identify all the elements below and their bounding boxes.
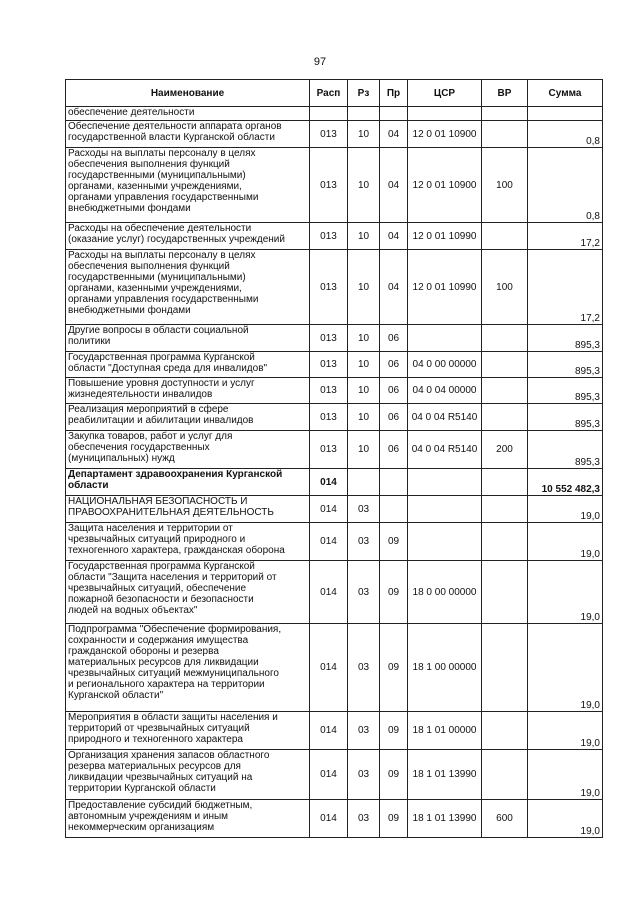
cell-rz: 10 xyxy=(348,352,380,378)
cell-vr: 100 xyxy=(482,250,528,325)
cell-rz: 10 xyxy=(348,223,380,250)
cell-rz xyxy=(348,469,380,496)
cell-rz: 03 xyxy=(348,496,380,523)
table-row xyxy=(66,325,603,352)
cell-name-line: области "Защита населения и территорий от xyxy=(68,572,277,583)
cell-rasp: 014 xyxy=(310,523,348,561)
cell-sum: 895,3 xyxy=(528,378,603,404)
cell-csr: 18 1 01 13990 xyxy=(408,800,482,838)
cell-sum: 895,3 xyxy=(528,325,603,352)
cell-name-line: Организация хранения запасов областного xyxy=(68,750,270,761)
cell-rasp: 013 xyxy=(310,352,348,378)
cell-rasp: 013 xyxy=(310,325,348,352)
cell-name-line: ликвидации чрезвычайных ситуаций на xyxy=(68,772,253,783)
cell-name-line: Расходы на выплаты персоналу в целях xyxy=(68,148,256,159)
cell-pr xyxy=(380,107,408,121)
table-row xyxy=(66,469,603,496)
cell-vr: 600 xyxy=(482,800,528,838)
table-row xyxy=(66,121,603,148)
cell-rz: 03 xyxy=(348,561,380,624)
cell-name-line: людей на водных объектах" xyxy=(68,605,198,616)
cell-rasp: 014 xyxy=(310,712,348,750)
table-row xyxy=(66,750,603,800)
col-header-rz: Рз xyxy=(348,80,380,107)
cell-rz: 10 xyxy=(348,404,380,431)
cell-name xyxy=(66,800,310,838)
cell-rz: 03 xyxy=(348,750,380,800)
cell-name-line: Расходы на обеспечение деятельности xyxy=(68,223,252,234)
cell-pr: 06 xyxy=(380,404,408,431)
cell-rasp xyxy=(310,107,348,121)
cell-name-line: политики xyxy=(68,336,111,347)
cell-name-line: резерва материальных ресурсов для xyxy=(68,761,241,772)
cell-name xyxy=(66,431,310,469)
cell-name-line: Мероприятия в области защиты населения и xyxy=(68,712,278,723)
cell-vr xyxy=(482,523,528,561)
cell-name xyxy=(66,712,310,750)
cell-name-line: чрезвычайных ситуаций, обеспечение xyxy=(68,583,247,594)
cell-name-line: Государственная программа Курганской xyxy=(68,561,255,572)
table-row xyxy=(66,148,603,223)
cell-pr: 04 xyxy=(380,148,408,223)
cell-name-line: обеспечения выполнения функций xyxy=(68,261,230,272)
cell-vr xyxy=(482,469,528,496)
cell-vr xyxy=(482,750,528,800)
cell-name-line: Предоставление субсидий бюджетным, xyxy=(68,800,253,811)
cell-name-line: НАЦИОНАЛЬНАЯ БЕЗОПАСНОСТЬ И xyxy=(68,496,248,507)
cell-name xyxy=(66,148,310,223)
cell-name-line: материальных ресурсов для ликвидации xyxy=(68,657,259,668)
cell-sum: 895,3 xyxy=(528,431,603,469)
cell-vr xyxy=(482,624,528,712)
cell-vr xyxy=(482,378,528,404)
cell-pr: 04 xyxy=(380,250,408,325)
cell-csr: 04 0 04 R5140 xyxy=(408,404,482,431)
cell-sum: 19,0 xyxy=(528,750,603,800)
cell-rasp: 014 xyxy=(310,469,348,496)
cell-name-line: техногенного характера, гражданская оборона xyxy=(68,545,285,556)
cell-name-line: чрезвычайных ситуаций природного и xyxy=(68,534,246,545)
cell-rz xyxy=(348,107,380,121)
cell-csr: 18 1 00 00000 xyxy=(408,624,482,712)
cell-rz: 03 xyxy=(348,712,380,750)
table-row xyxy=(66,250,603,325)
cell-sum: 19,0 xyxy=(528,712,603,750)
cell-name-line: территории Курганской области xyxy=(68,783,216,794)
cell-sum: 0,8 xyxy=(528,148,603,223)
cell-csr: 18 0 00 00000 xyxy=(408,561,482,624)
cell-csr xyxy=(408,523,482,561)
page-number: 97 xyxy=(313,56,327,68)
cell-name-line: реабилитации и абилитации инвалидов xyxy=(68,415,254,426)
cell-name-line: гражданской обороны и резерва xyxy=(68,646,219,657)
cell-rz: 10 xyxy=(348,378,380,404)
cell-name-line: обеспечение деятельности xyxy=(68,107,195,118)
cell-name-line: государственными (муниципальными) xyxy=(68,170,246,181)
cell-name-line: области "Доступная среда для инвалидов" xyxy=(68,363,268,374)
cell-csr: 12 0 01 10900 xyxy=(408,121,482,148)
table-row xyxy=(66,561,603,624)
cell-rz: 10 xyxy=(348,325,380,352)
cell-name-line: пожарной безопасности и безопасности xyxy=(68,594,254,605)
cell-name-line: Другие вопросы в области социальной xyxy=(68,325,249,336)
cell-rz: 03 xyxy=(348,800,380,838)
cell-pr: 06 xyxy=(380,325,408,352)
cell-name-line: сохранности и содержания имущества xyxy=(68,635,249,646)
table-row xyxy=(66,107,603,121)
cell-csr: 18 1 01 00000 xyxy=(408,712,482,750)
cell-rasp: 014 xyxy=(310,561,348,624)
cell-sum: 895,3 xyxy=(528,404,603,431)
table-row xyxy=(66,352,603,378)
cell-pr: 09 xyxy=(380,712,408,750)
cell-name-line: внебюджетными фондами xyxy=(68,203,191,214)
cell-name xyxy=(66,378,310,404)
cell-pr: 06 xyxy=(380,352,408,378)
cell-pr: 04 xyxy=(380,121,408,148)
cell-name xyxy=(66,469,310,496)
cell-name-line: области xyxy=(68,480,109,491)
cell-rz: 10 xyxy=(348,121,380,148)
cell-vr xyxy=(482,121,528,148)
col-header-sum: Сумма xyxy=(528,80,603,107)
cell-name xyxy=(66,750,310,800)
cell-name-line: государственной власти Курганской области xyxy=(68,132,275,143)
cell-sum: 0,8 xyxy=(528,121,603,148)
cell-pr: 06 xyxy=(380,378,408,404)
cell-vr xyxy=(482,496,528,523)
cell-sum: 19,0 xyxy=(528,800,603,838)
cell-name xyxy=(66,352,310,378)
cell-rasp: 014 xyxy=(310,800,348,838)
cell-csr xyxy=(408,325,482,352)
cell-name xyxy=(66,107,310,121)
cell-vr xyxy=(482,404,528,431)
cell-name xyxy=(66,404,310,431)
cell-rz: 03 xyxy=(348,523,380,561)
cell-rasp: 013 xyxy=(310,250,348,325)
cell-name xyxy=(66,624,310,712)
cell-vr: 100 xyxy=(482,148,528,223)
cell-name-line: органами управления государственными xyxy=(68,294,259,305)
cell-name xyxy=(66,561,310,624)
cell-rasp: 013 xyxy=(310,148,348,223)
cell-rz: 10 xyxy=(348,431,380,469)
col-header-pr: Пр xyxy=(380,80,408,107)
cell-rasp: 014 xyxy=(310,750,348,800)
cell-name-line: (оказание услуг) государственных учреждений xyxy=(68,234,285,245)
cell-name-line: органами, казенными учреждениями, xyxy=(68,181,242,192)
cell-sum: 17,2 xyxy=(528,250,603,325)
cell-vr: 200 xyxy=(482,431,528,469)
cell-vr xyxy=(482,223,528,250)
cell-name-line: органами управления государственными xyxy=(68,192,259,203)
cell-vr xyxy=(482,107,528,121)
cell-sum: 17,2 xyxy=(528,223,603,250)
cell-name-line: органами, казенными учреждениями, xyxy=(68,283,242,294)
cell-name-line: Обеспечение деятельности аппарата органов xyxy=(68,121,282,132)
cell-sum: 19,0 xyxy=(528,624,603,712)
cell-pr xyxy=(380,496,408,523)
cell-pr xyxy=(380,469,408,496)
cell-pr: 09 xyxy=(380,624,408,712)
cell-name-line: обеспечения выполнения функций xyxy=(68,159,230,170)
cell-rz: 10 xyxy=(348,250,380,325)
cell-name-line: Государственная программа Курганской xyxy=(68,352,255,363)
cell-name xyxy=(66,523,310,561)
cell-csr: 12 0 01 10900 xyxy=(408,148,482,223)
cell-rz: 10 xyxy=(348,148,380,223)
cell-name-line: Повышение уровня доступности и услуг xyxy=(68,378,255,389)
cell-name-line: обеспечения государственных xyxy=(68,442,210,453)
cell-name-line: территорий от чрезвычайных ситуаций xyxy=(68,723,250,734)
cell-name-line: Курганской области" xyxy=(68,690,164,701)
table-row xyxy=(66,496,603,523)
cell-name xyxy=(66,325,310,352)
cell-vr xyxy=(482,325,528,352)
cell-name-line: Расходы на выплаты персоналу в целях xyxy=(68,250,256,261)
table-row xyxy=(66,523,603,561)
col-header-name: Наименование xyxy=(66,80,310,107)
cell-pr: 09 xyxy=(380,523,408,561)
cell-pr: 09 xyxy=(380,800,408,838)
cell-csr: 12 0 01 10990 xyxy=(408,250,482,325)
cell-pr: 06 xyxy=(380,431,408,469)
table-row xyxy=(66,624,603,712)
cell-name xyxy=(66,223,310,250)
cell-name-line: природного и техногенного характера xyxy=(68,734,243,745)
cell-name-line: некоммерческим организациям xyxy=(68,822,215,833)
cell-rasp: 013 xyxy=(310,223,348,250)
cell-vr xyxy=(482,352,528,378)
table-row xyxy=(66,378,603,404)
cell-rasp: 014 xyxy=(310,496,348,523)
cell-csr: 04 0 04 00000 xyxy=(408,378,482,404)
cell-csr: 04 0 00 00000 xyxy=(408,352,482,378)
cell-sum: 19,0 xyxy=(528,523,603,561)
col-header-vr: ВР xyxy=(482,80,528,107)
table-row xyxy=(66,431,603,469)
cell-name-line: ПРАВООХРАНИТЕЛЬНАЯ ДЕЯТЕЛЬНОСТЬ xyxy=(68,507,274,518)
cell-csr xyxy=(408,107,482,121)
cell-name xyxy=(66,250,310,325)
table-row xyxy=(66,404,603,431)
cell-csr: 12 0 01 10990 xyxy=(408,223,482,250)
cell-rasp: 013 xyxy=(310,378,348,404)
cell-name-line: Реализация мероприятий в сфере xyxy=(68,404,229,415)
cell-name-line: чрезвычайных ситуаций межмуниципального xyxy=(68,668,279,679)
cell-name-line: внебюджетными фондами xyxy=(68,305,191,316)
budget-table xyxy=(65,79,603,838)
cell-pr: 04 xyxy=(380,223,408,250)
table-row xyxy=(66,223,603,250)
cell-name-line: Департамент здравоохранения Курганской xyxy=(68,469,283,480)
cell-rasp: 013 xyxy=(310,404,348,431)
cell-csr: 18 1 01 13990 xyxy=(408,750,482,800)
cell-name-line: Защита населения и территории от xyxy=(68,523,233,534)
cell-rz: 03 xyxy=(348,624,380,712)
cell-sum: 895,3 xyxy=(528,352,603,378)
table-row xyxy=(66,712,603,750)
cell-rasp: 014 xyxy=(310,624,348,712)
header-row xyxy=(66,80,603,107)
col-header-csr: ЦСР xyxy=(408,80,482,107)
cell-pr: 09 xyxy=(380,561,408,624)
cell-csr xyxy=(408,469,482,496)
cell-sum: 19,0 xyxy=(528,496,603,523)
cell-name-line: жизнедеятельности инвалидов xyxy=(68,389,213,400)
cell-rasp: 013 xyxy=(310,121,348,148)
cell-name-line: автономным учреждениям и иным xyxy=(68,811,229,822)
cell-name xyxy=(66,121,310,148)
cell-vr xyxy=(482,712,528,750)
cell-csr: 04 0 04 R5140 xyxy=(408,431,482,469)
cell-sum: 19,0 xyxy=(528,561,603,624)
cell-rasp: 013 xyxy=(310,431,348,469)
col-header-rasp: Расп xyxy=(310,80,348,107)
cell-name-line: Закупка товаров, работ и услуг для xyxy=(68,431,233,442)
cell-name-line: Подпрограмма "Обеспечение формирования, xyxy=(68,624,282,635)
cell-name-line: государственными (муниципальными) xyxy=(68,272,246,283)
cell-name-line: и регионального характера на территории xyxy=(68,679,265,690)
cell-csr xyxy=(408,496,482,523)
cell-name-line: (муниципальных) нужд xyxy=(68,453,175,464)
cell-name xyxy=(66,496,310,523)
table-row xyxy=(66,800,603,838)
cell-sum xyxy=(528,107,603,121)
cell-pr: 09 xyxy=(380,750,408,800)
cell-sum: 10 552 482,3 xyxy=(528,469,603,496)
cell-vr xyxy=(482,561,528,624)
